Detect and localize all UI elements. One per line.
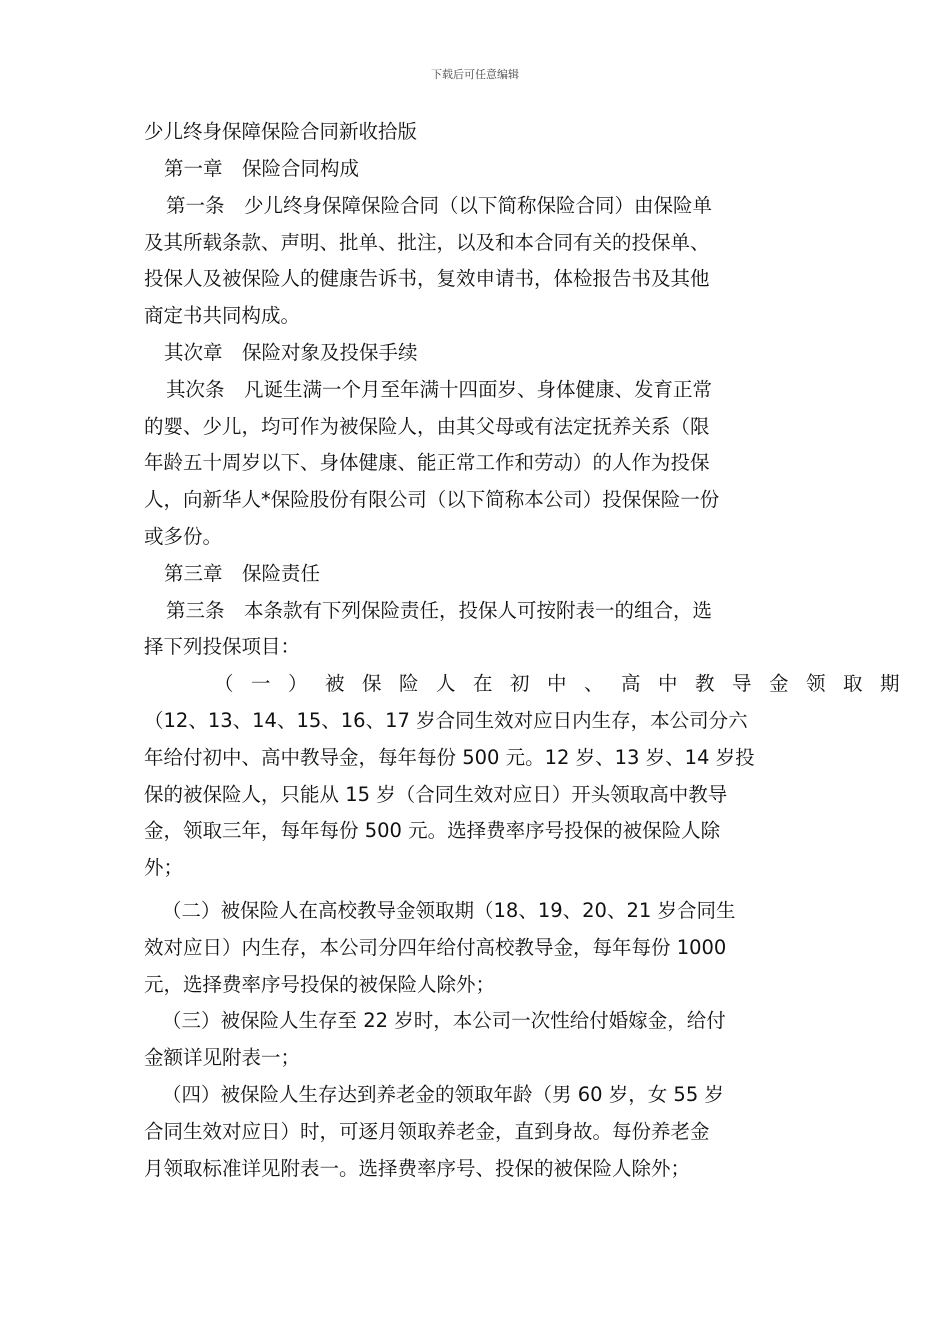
paragraph-line: 外；: [144, 856, 184, 880]
paragraph-line: 及其所载条款、声明、批单、批注，以及和本合同有关的投保单、: [144, 230, 710, 254]
chapter-1-heading: 第一章 保险合同构成: [164, 157, 360, 180]
paragraph-line: 其次条 凡诞生满一个月至年满十四面岁、身体健康、发育正常: [166, 377, 713, 401]
paragraph-line: 年给付初中、高中教导金，每年每份 500 元。12 岁、13 岁、14 岁投: [144, 745, 755, 769]
paragraph-line: 或多份。: [144, 524, 223, 548]
paragraph-line: 保的被保险人，只能从 15 岁（合同生效对应日）开头领取高中教导: [144, 782, 728, 806]
document-body: [144, 112, 918, 1187]
paragraph-line: 金额详见附表一；: [144, 1046, 301, 1070]
paragraph-line: 第一条 少儿终身保障保险合同（以下简称保险合同）由保险单: [166, 193, 713, 217]
paragraph-line: 金，领取三年，每年每份 500 元。选择费率序号投保的被保险人除: [144, 819, 721, 843]
paragraph-line: 元，选择费率序号投保的被保险人除外；: [144, 972, 496, 996]
paragraph-line: 月领取标准详见附表一。选择费率序号、投保的被保险人除外；: [144, 1156, 691, 1180]
paragraph-line: 投保人及被保险人的健康告诉书，复效申请书，体检报告书及其他: [144, 267, 710, 291]
paragraph-line: 效对应日）内生存，本公司分四年给付高校教导金，每年每份 1000: [144, 935, 727, 959]
document-title: 少儿终身保障保险合同新收拾版: [144, 120, 418, 143]
paragraph-line: 合同生效对应日）时，可逐月领取养老金，直到身故。每份养老金: [144, 1119, 710, 1143]
chapter-2-heading: 其次章 保险对象及投保手续: [164, 340, 418, 364]
paragraph-line: （四）被保险人生存达到养老金的领取年龄（男 60 岁，女 55 岁: [162, 1082, 724, 1106]
paragraph-line: 第三条 本条款有下列保险责任，投保人可按附表一的组合，选: [166, 598, 713, 622]
paragraph-line: （一）被保险人在初中、高中教导金领取期: [214, 672, 918, 696]
page-header: 下载后可任意编辑: [431, 68, 519, 81]
paragraph-line: 年龄五十周岁以下、身体健康、能正常工作和劳动）的人作为投保: [144, 451, 710, 475]
chapter-3-heading: 第三章 保险责任: [164, 561, 321, 585]
paragraph-line: （二）被保险人在高校教导金领取期（18、19、20、21 岁合同生: [162, 898, 736, 922]
paragraph-line: 人，向新华人*保险股份有限公司（以下简称本公司）投保保险一份: [144, 488, 720, 512]
paragraph-line: 商定书共同构成。: [144, 304, 301, 328]
paragraph-line: 的婴、少儿，均可作为被保险人，由其父母或有法定抚养关系（限: [144, 414, 710, 438]
paragraph-line: （三）被保险人生存至 22 岁时，本公司一次性给付婚嫁金，给付: [162, 1009, 726, 1033]
paragraph-line: （12、13、14、15、16、17 岁合同生效对应日内生存，本公司分六: [144, 708, 748, 732]
paragraph-line: 择下列投保项目：: [144, 635, 301, 659]
